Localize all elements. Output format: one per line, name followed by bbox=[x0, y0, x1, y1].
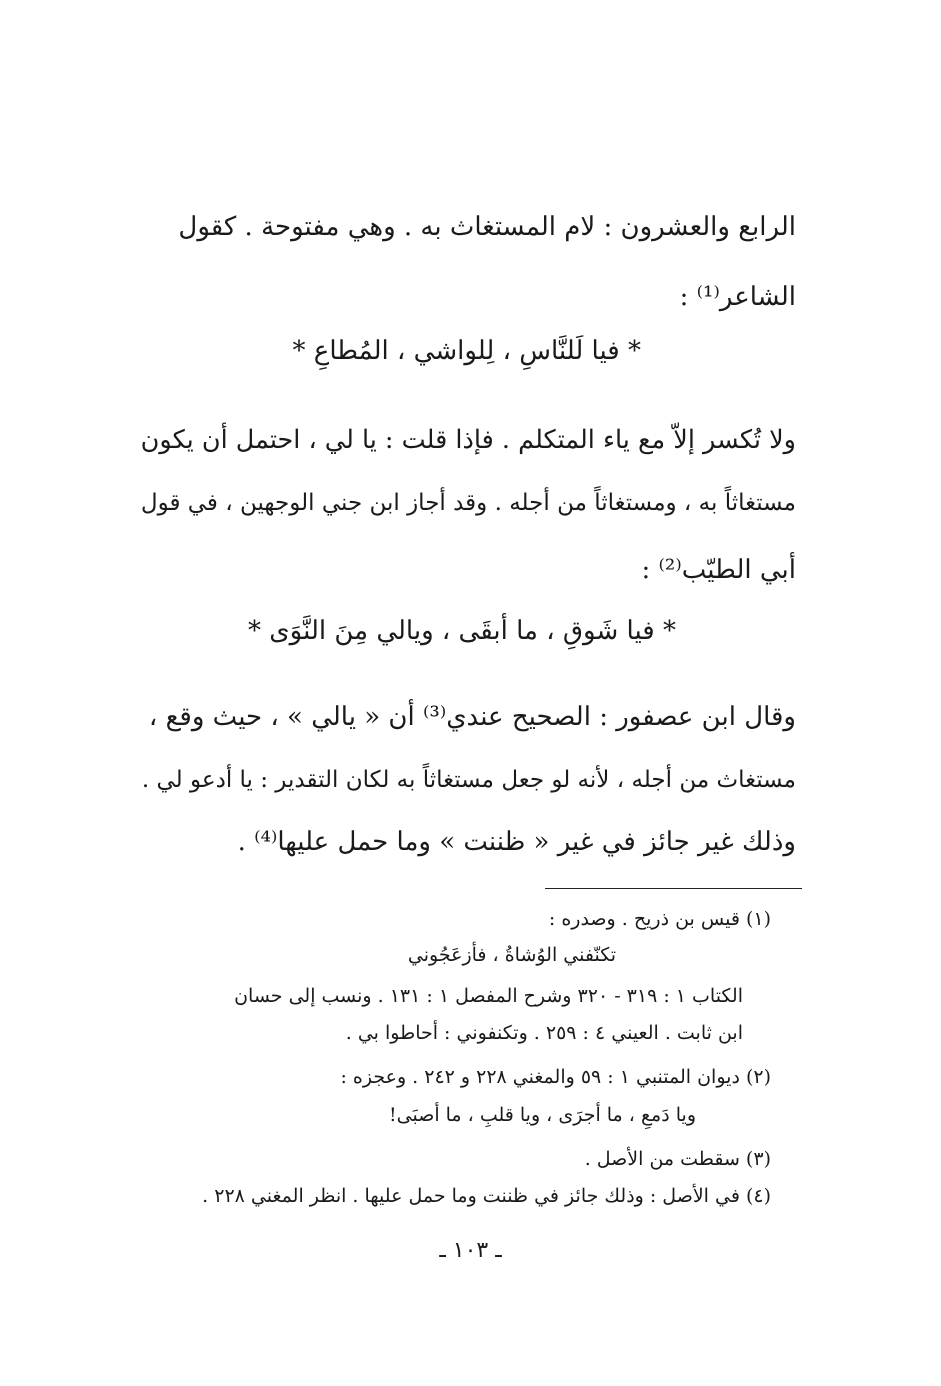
footnote-1-verse: تكنّفني الوُشاةُ ، فأزعَجُوني bbox=[407, 944, 616, 966]
paragraph-2-line-1: ولا تُكسر إلاّ مع ياء المتكلم . فإذا قلت : يا لي ، احتمل أن يكون bbox=[140, 425, 796, 455]
paragraph-3-line-3: وذلك غير جائز في غير « ظننت » وما حمل عليها⁽⁴⁾ . bbox=[237, 827, 796, 857]
paragraph-2-line-3: أبي الطيّب⁽²⁾ : bbox=[641, 555, 796, 585]
footnote-1-line-4: ابن ثابت . العيني ٤ : ٢٥٩ . وتكنفوني : أحاطوا بي . bbox=[345, 1022, 743, 1044]
footnote-3-line-1: (٣) سقطت من الأصل . bbox=[584, 1148, 771, 1170]
footnote-2-line-1: (٢) ديوان المتنبي ١ : ٥٩ والمغني ٢٢٨ و ٢٤٢ . وعجزه : bbox=[340, 1066, 771, 1088]
footnote-separator bbox=[545, 888, 802, 889]
paragraph-2-line-2: مستغاثاً به ، ومستغاثاً من أجله . وقد أجاز ابن جني الوجهين ، في قول bbox=[140, 490, 796, 516]
paragraph-3-line-2: مستغاث من أجله ، لأنه لو جعل مستغاثاً به لكان التقدير : يا أدعو لي . bbox=[141, 767, 796, 793]
footnote-1-line-1: (١) قيس بن ذريح . وصدره : bbox=[548, 908, 771, 930]
footnote-2-verse: ويا دَمعِ ، ما أجرَى ، ويا قلبِ ، ما أصبَى! bbox=[388, 1104, 696, 1126]
verse-1: * فيا لَلنَّاسِ ، لِلواشي ، المُطاعِ * bbox=[292, 336, 641, 366]
paragraph-3-line-1: وقال ابن عصفور : الصحيح عندي⁽³⁾ أن « يالي » ، حيث وقع ، bbox=[148, 702, 796, 732]
footnote-4-line-1: (٤) في الأصل : وذلك جائز في ظننت وما حمل عليها . انظر المغني ٢٢٨ . bbox=[202, 1185, 771, 1207]
paragraph-1-line-1: الرابع والعشرون : لام المستغاث به . وهي مفتوحة . كقول bbox=[178, 212, 796, 242]
verse-2: * فيا شَوقِ ، ما أبقَى ، ويالي مِنَ النَّوَى * bbox=[248, 616, 676, 646]
footnote-1-line-3: الكتاب ١ : ٣١٩ - ٣٢٠ وشرح المفصل ١ : ١٣١ . ونسب إلى حسان bbox=[234, 985, 743, 1007]
paragraph-1-line-2: الشاعر⁽¹⁾ : bbox=[679, 282, 796, 312]
page-number: ـ ١٠٣ ـ bbox=[439, 1238, 502, 1263]
